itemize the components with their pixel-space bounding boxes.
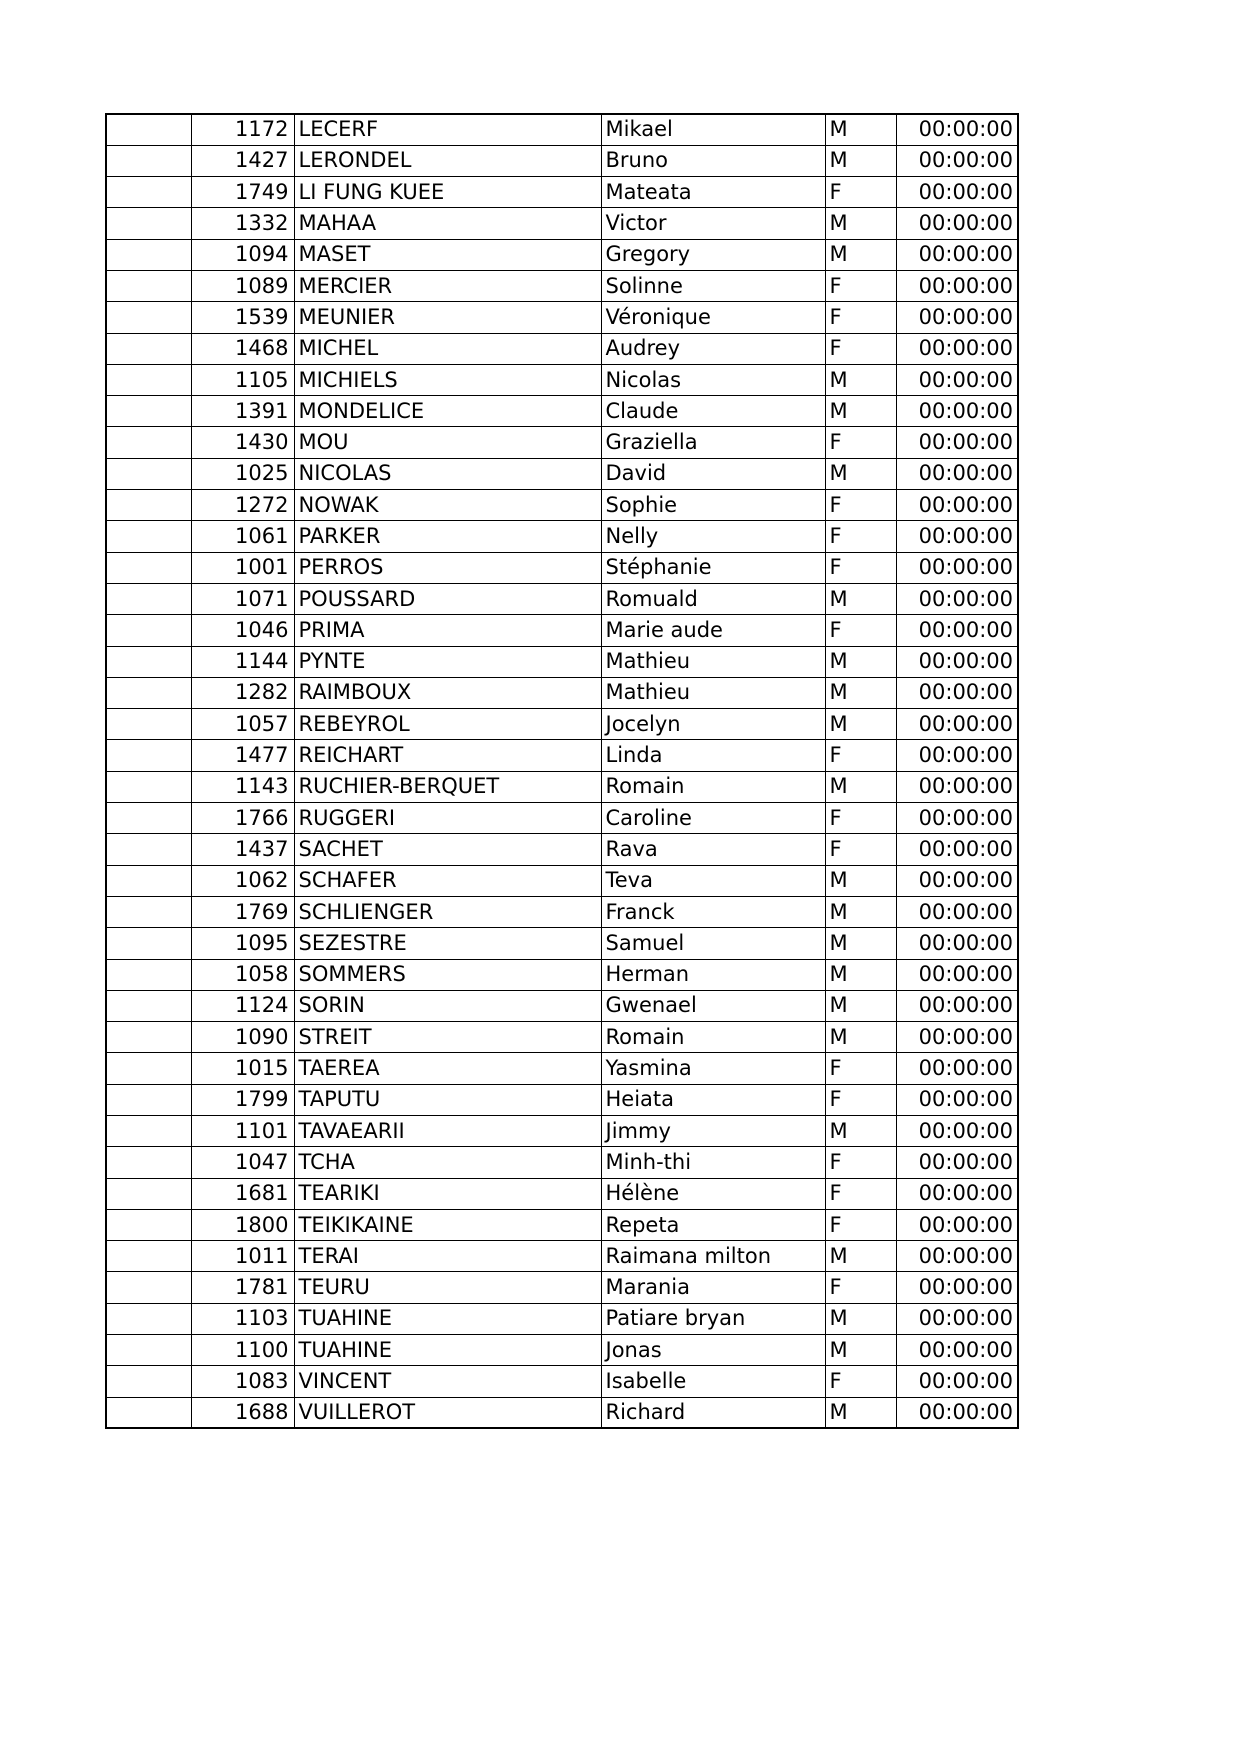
first-name-cell: Bruno [601,145,825,176]
first-name-cell: Patiare bryan [601,1303,825,1334]
table-row [106,1209,1018,1240]
first-name-cell: Yasmina [601,1053,825,1084]
last-name-cell: MASET [294,239,601,270]
first-name-cell: Franck [601,896,825,927]
bib-number-cell: 1799 [191,1084,294,1115]
table-row [106,896,1018,927]
last-name-cell: PERROS [294,552,601,583]
time-cell: 00:00:00 [896,1116,1018,1147]
time-cell: 00:00:00 [896,333,1018,364]
sex-cell: M [825,1335,896,1366]
time-cell: 00:00:00 [896,1241,1018,1272]
last-name-cell: MONDELICE [294,396,601,427]
first-name-cell: Minh-thi [601,1147,825,1178]
last-name-cell: TAEREA [294,1053,601,1084]
sex-cell: M [825,396,896,427]
rank-cell [106,1209,191,1240]
time-cell: 00:00:00 [896,521,1018,552]
table-row [106,865,1018,896]
first-name-cell: Richard [601,1397,825,1428]
sex-cell: M [825,1303,896,1334]
rank-cell [106,427,191,458]
bib-number-cell: 1749 [191,177,294,208]
rank-cell [106,896,191,927]
last-name-cell: POUSSARD [294,583,601,614]
bib-number-cell: 1437 [191,834,294,865]
sex-cell: F [825,1178,896,1209]
table-row [106,771,1018,802]
table-row [106,552,1018,583]
bib-number-cell: 1057 [191,709,294,740]
table-row [106,427,1018,458]
first-name-cell: Victor [601,208,825,239]
last-name-cell: SCHAFER [294,865,601,896]
bib-number-cell: 1105 [191,364,294,395]
bib-number-cell: 1681 [191,1178,294,1209]
time-cell: 00:00:00 [896,677,1018,708]
first-name-cell: Heiata [601,1084,825,1115]
table-row [106,114,1018,145]
sex-cell: F [825,1084,896,1115]
sex-cell: M [825,458,896,489]
time-cell: 00:00:00 [896,1335,1018,1366]
time-cell: 00:00:00 [896,1303,1018,1334]
table-row [106,333,1018,364]
time-cell: 00:00:00 [896,583,1018,614]
sex-cell: M [825,896,896,927]
time-cell: 00:00:00 [896,239,1018,270]
table-row [106,458,1018,489]
rank-cell [106,583,191,614]
bib-number-cell: 1430 [191,427,294,458]
sex-cell: M [825,145,896,176]
last-name-cell: MEUNIER [294,302,601,333]
bib-number-cell: 1089 [191,270,294,301]
last-name-cell: SOMMERS [294,959,601,990]
time-cell: 00:00:00 [896,803,1018,834]
sex-cell: F [825,740,896,771]
time-cell: 00:00:00 [896,458,1018,489]
last-name-cell: SORIN [294,990,601,1021]
rank-cell [106,1366,191,1397]
sex-cell: M [825,1241,896,1272]
bib-number-cell: 1095 [191,928,294,959]
time-cell: 00:00:00 [896,615,1018,646]
time-cell: 00:00:00 [896,1397,1018,1428]
last-name-cell: SCHLIENGER [294,896,601,927]
table-row [106,646,1018,677]
table-row [106,1335,1018,1366]
rank-cell [106,615,191,646]
bib-number-cell: 1025 [191,458,294,489]
time-cell: 00:00:00 [896,865,1018,896]
first-name-cell: Romain [601,771,825,802]
time-cell: 00:00:00 [896,709,1018,740]
rank-cell [106,677,191,708]
rank-cell [106,1022,191,1053]
bib-number-cell: 1766 [191,803,294,834]
time-cell: 00:00:00 [896,896,1018,927]
last-name-cell: LERONDEL [294,145,601,176]
table-row [106,615,1018,646]
sex-cell: F [825,552,896,583]
sex-cell: M [825,1022,896,1053]
sex-cell: M [825,239,896,270]
first-name-cell: Gregory [601,239,825,270]
table-row [106,239,1018,270]
time-cell: 00:00:00 [896,396,1018,427]
time-cell: 00:00:00 [896,302,1018,333]
bib-number-cell: 1391 [191,396,294,427]
bib-number-cell: 1124 [191,990,294,1021]
sex-cell: F [825,1272,896,1303]
sex-cell: F [825,427,896,458]
table-row [106,803,1018,834]
table-row [106,677,1018,708]
time-cell: 00:00:00 [896,145,1018,176]
sex-cell: F [825,270,896,301]
table-row [106,490,1018,521]
table-row [106,177,1018,208]
first-name-cell: Jimmy [601,1116,825,1147]
sex-cell: M [825,364,896,395]
sex-cell: F [825,803,896,834]
first-name-cell: Mathieu [601,677,825,708]
bib-number-cell: 1282 [191,677,294,708]
bib-number-cell: 1800 [191,1209,294,1240]
table-row [106,1366,1018,1397]
rank-cell [106,834,191,865]
bib-number-cell: 1061 [191,521,294,552]
results-table [105,113,1019,1429]
last-name-cell: REBEYROL [294,709,601,740]
last-name-cell: TCHA [294,1147,601,1178]
rank-cell [106,990,191,1021]
first-name-cell: Marania [601,1272,825,1303]
last-name-cell: TUAHINE [294,1303,601,1334]
table-row [106,1397,1018,1428]
last-name-cell: RAIMBOUX [294,677,601,708]
bib-number-cell: 1100 [191,1335,294,1366]
table-row [106,1272,1018,1303]
rank-cell [106,865,191,896]
sex-cell: M [825,583,896,614]
bib-number-cell: 1015 [191,1053,294,1084]
time-cell: 00:00:00 [896,646,1018,677]
rank-cell [106,396,191,427]
last-name-cell: TEURU [294,1272,601,1303]
table-row [106,709,1018,740]
first-name-cell: Gwenael [601,990,825,1021]
first-name-cell: Romuald [601,583,825,614]
last-name-cell: PRIMA [294,615,601,646]
last-name-cell: PYNTE [294,646,601,677]
sex-cell: M [825,114,896,145]
rank-cell [106,740,191,771]
sex-cell: M [825,959,896,990]
table-row [106,1241,1018,1272]
bib-number-cell: 1090 [191,1022,294,1053]
table-row [106,208,1018,239]
rank-cell [106,1084,191,1115]
rank-cell [106,270,191,301]
first-name-cell: Rava [601,834,825,865]
time-cell: 00:00:00 [896,364,1018,395]
sex-cell: F [825,1053,896,1084]
sex-cell: F [825,834,896,865]
last-name-cell: STREIT [294,1022,601,1053]
time-cell: 00:00:00 [896,1272,1018,1303]
bib-number-cell: 1144 [191,646,294,677]
sex-cell: F [825,521,896,552]
first-name-cell: Mateata [601,177,825,208]
table-row [106,1053,1018,1084]
rank-cell [106,1397,191,1428]
last-name-cell: TERAI [294,1241,601,1272]
first-name-cell: Nelly [601,521,825,552]
rank-cell [106,771,191,802]
first-name-cell: Caroline [601,803,825,834]
first-name-cell: Linda [601,740,825,771]
first-name-cell: Herman [601,959,825,990]
sex-cell: F [825,1209,896,1240]
last-name-cell: LI FUNG KUEE [294,177,601,208]
table-row [106,1147,1018,1178]
table-row [106,364,1018,395]
sex-cell: F [825,490,896,521]
last-name-cell: MOU [294,427,601,458]
first-name-cell: Sophie [601,490,825,521]
table-row [106,1116,1018,1147]
rank-cell [106,1178,191,1209]
time-cell: 00:00:00 [896,1147,1018,1178]
last-name-cell: RUCHIER-BERQUET [294,771,601,802]
rank-cell [106,709,191,740]
last-name-cell: TAPUTU [294,1084,601,1115]
rank-cell [106,1303,191,1334]
sex-cell: M [825,928,896,959]
first-name-cell: Graziella [601,427,825,458]
time-cell: 00:00:00 [896,1084,1018,1115]
rank-cell [106,1147,191,1178]
bib-number-cell: 1539 [191,302,294,333]
sex-cell: M [825,709,896,740]
first-name-cell: Isabelle [601,1366,825,1397]
bib-number-cell: 1468 [191,333,294,364]
sex-cell: M [825,771,896,802]
bib-number-cell: 1011 [191,1241,294,1272]
bib-number-cell: 1477 [191,740,294,771]
sex-cell: M [825,1397,896,1428]
rank-cell [106,803,191,834]
time-cell: 00:00:00 [896,427,1018,458]
bib-number-cell: 1058 [191,959,294,990]
time-cell: 00:00:00 [896,208,1018,239]
first-name-cell: Véronique [601,302,825,333]
bib-number-cell: 1071 [191,583,294,614]
bib-number-cell: 1769 [191,896,294,927]
table-row [106,521,1018,552]
last-name-cell: TEARIKI [294,1178,601,1209]
sex-cell: M [825,1116,896,1147]
table-row [106,834,1018,865]
rank-cell [106,1335,191,1366]
rank-cell [106,521,191,552]
time-cell: 00:00:00 [896,990,1018,1021]
sex-cell: F [825,615,896,646]
table-row [106,1303,1018,1334]
first-name-cell: Repeta [601,1209,825,1240]
last-name-cell: REICHART [294,740,601,771]
first-name-cell: Samuel [601,928,825,959]
sex-cell: F [825,302,896,333]
table-row [106,302,1018,333]
first-name-cell: Hélène [601,1178,825,1209]
last-name-cell: TUAHINE [294,1335,601,1366]
bib-number-cell: 1101 [191,1116,294,1147]
first-name-cell: Mathieu [601,646,825,677]
last-name-cell: PARKER [294,521,601,552]
sex-cell: M [825,865,896,896]
sex-cell: M [825,677,896,708]
sex-cell: F [825,333,896,364]
table-row [106,145,1018,176]
bib-number-cell: 1083 [191,1366,294,1397]
bib-number-cell: 1094 [191,239,294,270]
time-cell: 00:00:00 [896,740,1018,771]
first-name-cell: Romain [601,1022,825,1053]
bib-number-cell: 1172 [191,114,294,145]
last-name-cell: VINCENT [294,1366,601,1397]
last-name-cell: LECERF [294,114,601,145]
time-cell: 00:00:00 [896,1366,1018,1397]
time-cell: 00:00:00 [896,1209,1018,1240]
rank-cell [106,646,191,677]
last-name-cell: SEZESTRE [294,928,601,959]
table-row [106,270,1018,301]
bib-number-cell: 1272 [191,490,294,521]
time-cell: 00:00:00 [896,928,1018,959]
rank-cell [106,1241,191,1272]
last-name-cell: MICHIELS [294,364,601,395]
time-cell: 00:00:00 [896,771,1018,802]
last-name-cell: MERCIER [294,270,601,301]
time-cell: 00:00:00 [896,959,1018,990]
table-row [106,959,1018,990]
first-name-cell: Jocelyn [601,709,825,740]
sex-cell: M [825,208,896,239]
first-name-cell: Claude [601,396,825,427]
bib-number-cell: 1001 [191,552,294,583]
first-name-cell: Audrey [601,333,825,364]
bib-number-cell: 1688 [191,1397,294,1428]
first-name-cell: David [601,458,825,489]
sex-cell: M [825,646,896,677]
last-name-cell: VUILLEROT [294,1397,601,1428]
table-row [106,1178,1018,1209]
rank-cell [106,1116,191,1147]
bib-number-cell: 1046 [191,615,294,646]
table-row [106,740,1018,771]
first-name-cell: Raimana milton [601,1241,825,1272]
rank-cell [106,239,191,270]
first-name-cell: Jonas [601,1335,825,1366]
first-name-cell: Nicolas [601,364,825,395]
time-cell: 00:00:00 [896,270,1018,301]
first-name-cell: Stéphanie [601,552,825,583]
last-name-cell: NICOLAS [294,458,601,489]
first-name-cell: Mikael [601,114,825,145]
last-name-cell: SACHET [294,834,601,865]
time-cell: 00:00:00 [896,1178,1018,1209]
table-row [106,583,1018,614]
sex-cell: F [825,177,896,208]
time-cell: 00:00:00 [896,114,1018,145]
sex-cell: F [825,1366,896,1397]
time-cell: 00:00:00 [896,552,1018,583]
rank-cell [106,458,191,489]
table-row [106,1084,1018,1115]
last-name-cell: RUGGERI [294,803,601,834]
time-cell: 00:00:00 [896,834,1018,865]
time-cell: 00:00:00 [896,490,1018,521]
sex-cell: F [825,1147,896,1178]
table-row [106,1022,1018,1053]
rank-cell [106,552,191,583]
rank-cell [106,490,191,521]
table-row [106,928,1018,959]
rank-cell [106,208,191,239]
rank-cell [106,302,191,333]
last-name-cell: TEIKIKAINE [294,1209,601,1240]
bib-number-cell: 1143 [191,771,294,802]
time-cell: 00:00:00 [896,177,1018,208]
bib-number-cell: 1332 [191,208,294,239]
rank-cell [106,177,191,208]
first-name-cell: Solinne [601,270,825,301]
first-name-cell: Marie aude [601,615,825,646]
rank-cell [106,333,191,364]
bib-number-cell: 1047 [191,1147,294,1178]
bib-number-cell: 1103 [191,1303,294,1334]
time-cell: 00:00:00 [896,1022,1018,1053]
last-name-cell: NOWAK [294,490,601,521]
bib-number-cell: 1062 [191,865,294,896]
rank-cell [106,1053,191,1084]
results-table-body [106,114,1018,1428]
last-name-cell: TAVAEARII [294,1116,601,1147]
last-name-cell: MICHEL [294,333,601,364]
last-name-cell: MAHAA [294,208,601,239]
rank-cell [106,145,191,176]
bib-number-cell: 1427 [191,145,294,176]
bib-number-cell: 1781 [191,1272,294,1303]
rank-cell [106,1272,191,1303]
rank-cell [106,114,191,145]
first-name-cell: Teva [601,865,825,896]
table-row [106,990,1018,1021]
rank-cell [106,928,191,959]
time-cell: 00:00:00 [896,1053,1018,1084]
sex-cell: M [825,990,896,1021]
table-row [106,396,1018,427]
rank-cell [106,959,191,990]
rank-cell [106,364,191,395]
